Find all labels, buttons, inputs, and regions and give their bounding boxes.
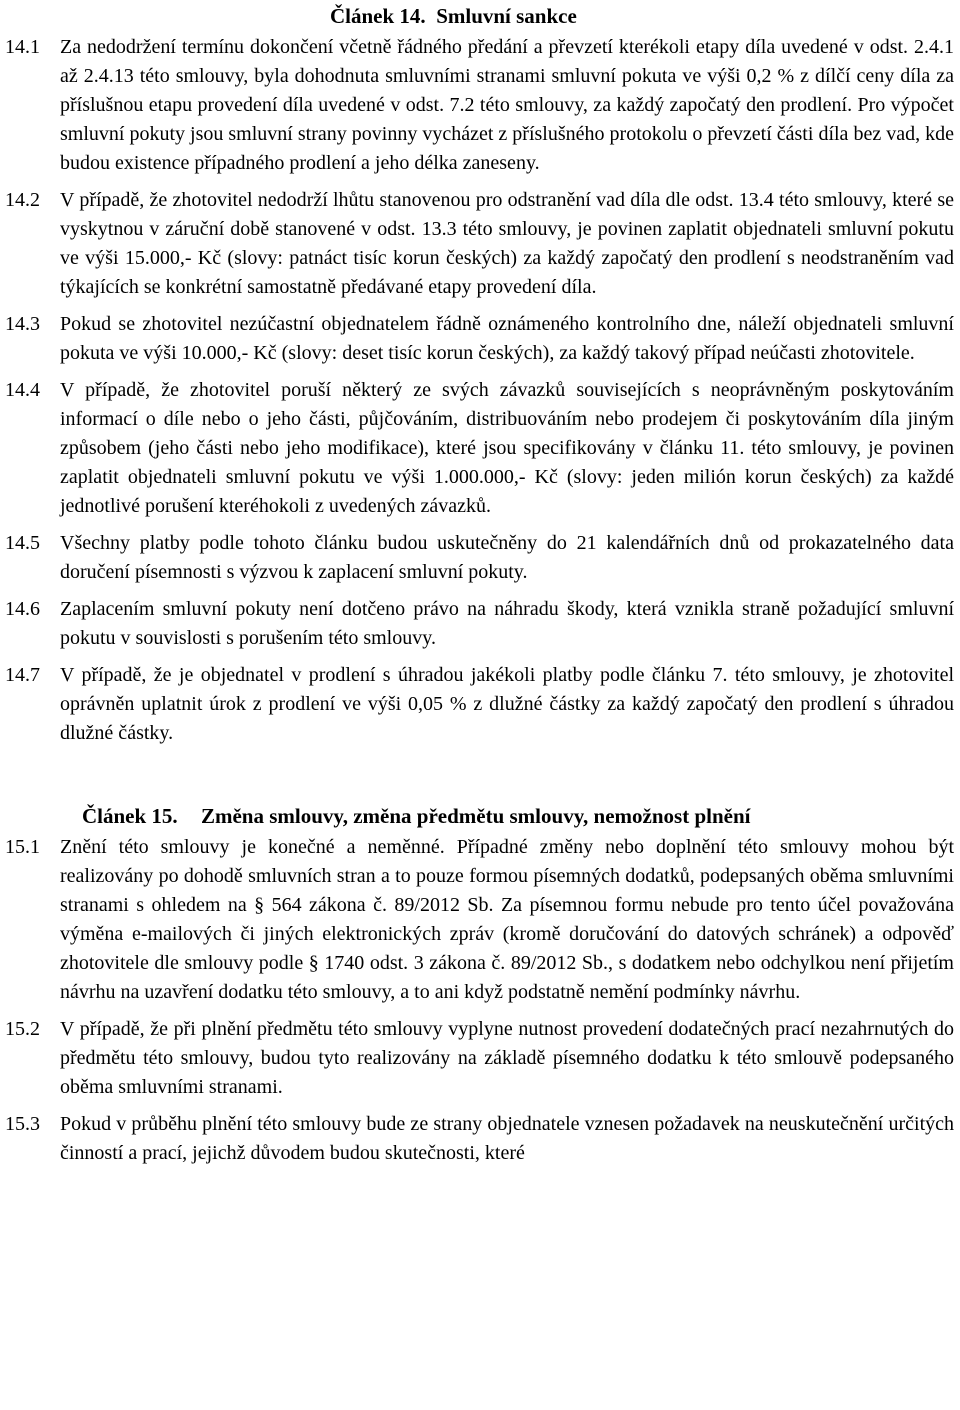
clause-number: 14.7 — [5, 664, 40, 686]
clause-number: 14.5 — [5, 532, 40, 554]
clause-14-2 — [5, 186, 954, 302]
clause-14-5 — [5, 529, 954, 587]
article-15-title: Změna smlouvy, změna předmětu smlouvy, nemožnost plnění — [200, 804, 751, 828]
clause-number: 15.3 — [5, 1113, 40, 1135]
article-15-heading — [5, 801, 954, 831]
clause-number: 15.2 — [5, 1018, 40, 1040]
clause-14-7 — [5, 661, 954, 748]
clause-text: V případě, že je objednatel v prodlení s úhradou jakékoli platby podle článku 7. této smlouvy, je zhotovitel oprávněn uplatnit úrok z prodlení ve výši 0,05 % z dlužné částky za každý započatý den prodlení s úhradou dlužné částky. — [60, 664, 954, 744]
clause-14-3 — [5, 310, 954, 368]
clause-number: 14.2 — [5, 189, 40, 211]
clause-text: Znění této smlouvy je konečné a neměnné. Případné změny nebo doplnění této smlouvy mohou být realizovány po dohodě smluvních stran a to pouze formou písemných dodatků, podepsaných oběma smluvními stranami s ohledem na § 564 zákona č. 89/2012 Sb. Za písemnou formu nebude pro tento účel považována výměna e-mailových či jiných elektronických zpráv (kromě doručování do datových schránek) a odpověď zhotovitele dle smlouvy podle § 1740 odst. 3 zákona č. 89/2012 Sb., s dodatkem nebo odchylkou není přijetím návrhu na uzavření dodatku této smlouvy, a to ani když podstatně nemění podmínky návrhu. — [60, 836, 954, 1003]
clause-text: Všechny platby podle tohoto článku budou uskutečněny do 21 kalendářních dnů od prokazatelného data doručení písemnosti s výzvou k zaplacení smluvní pokuty. — [60, 532, 954, 583]
clause-number: 14.6 — [5, 598, 40, 620]
clause-15-3 — [5, 1110, 954, 1168]
clause-number: 14.3 — [5, 313, 40, 335]
article-14-title: Smluvní sankce — [436, 4, 577, 28]
clause-text: V případě, že zhotovitel nedodrží lhůtu stanovenou pro odstranění vad díla dle odst. 13.4 této smlouvy, které se vyskytnou v záruční době stanovené v odst. 13.3 této smlouvy, je povinen zaplatit objednateli smluvní pokutu ve výši 15.000,- Kč (slovy: patnáct tisíc korun českých) za každý započatý den prodlení s neodstraněním vad týkajících se konkrétní samostatně předávané etapy provedení díla. — [60, 189, 954, 298]
clause-14-1 — [5, 33, 954, 178]
clause-number: 14.4 — [5, 379, 40, 401]
clause-15-1 — [5, 833, 954, 1007]
clause-text: Zaplacením smluvní pokuty není dotčeno právo na náhradu škody, která vznikla straně požadující smluvní pokutu v souvislosti s porušením této smlouvy. — [60, 598, 954, 649]
clause-text: Pokud se zhotovitel nezúčastní objednatelem řádně oznámeného kontrolního dne, náleží objednateli smluvní pokuta ve výši 10.000,- Kč (slovy: deset tisíc korun českých), za každý takový případ neúčasti zhotovitele. — [60, 313, 954, 364]
clause-number: 14.1 — [5, 36, 40, 58]
article-14-heading — [5, 1, 954, 31]
clause-14-4 — [5, 376, 954, 521]
article-15-label: Článek 15. — [82, 804, 178, 828]
clause-text: Za nedodržení termínu dokončení včetně řádného předání a převzetí kterékoli etapy díla uvedené v odst. 2.4.1 až 2.4.13 této smlouvy, byla dohodnuta smluvními stranami smluvní pokuta ve výši 0,2 % z dílčí ceny díla za příslušnou etapu provedení díla uvedené v odst. 7.2 této smlouvy, za každý započatý den prodlení. Pro výpočet smluvní pokuty jsou smluvní strany povinny vycházet z příslušného protokolu o převzetí části díla bez vad, kde budou existence případného prodlení a jeho délka zaneseny. — [60, 36, 954, 174]
article-14-label: Článek 14. — [330, 4, 426, 28]
clause-text: Pokud v průběhu plnění této smlouvy bude ze strany objednatele vznesen požadavek na neuskutečnění určitých činností a prací, jejichž důvodem budou skutečnosti, které — [60, 1113, 954, 1164]
clause-14-6 — [5, 595, 954, 653]
clause-15-2 — [5, 1015, 954, 1102]
clause-text: V případě, že při plnění předmětu této smlouvy vyplyne nutnost provedení dodatečných prací nezahrnutých do předmětu této smlouvy, budou tyto realizovány na základě písemného dodatku k této smlouvě podepsaného oběma smluvními stranami. — [60, 1018, 954, 1098]
clause-number: 15.1 — [5, 836, 40, 858]
clause-text: V případě, že zhotovitel poruší některý ze svých závazků souvisejících s neoprávněným poskytováním informací o díle nebo o jeho části, půjčováním, distribuováním nebo prodejem či poskytováním díla jiným způsobem (jeho části nebo jeho modifikace), které jsou specifikovány v článku 11. této smlouvy, je povinen zaplatit objednateli smluvní pokutu ve výši 1.000.000,- Kč (slovy: jeden milión korun českých) za každé jednotlivé porušení kteréhokoli z uvedených závazků. — [60, 379, 954, 517]
